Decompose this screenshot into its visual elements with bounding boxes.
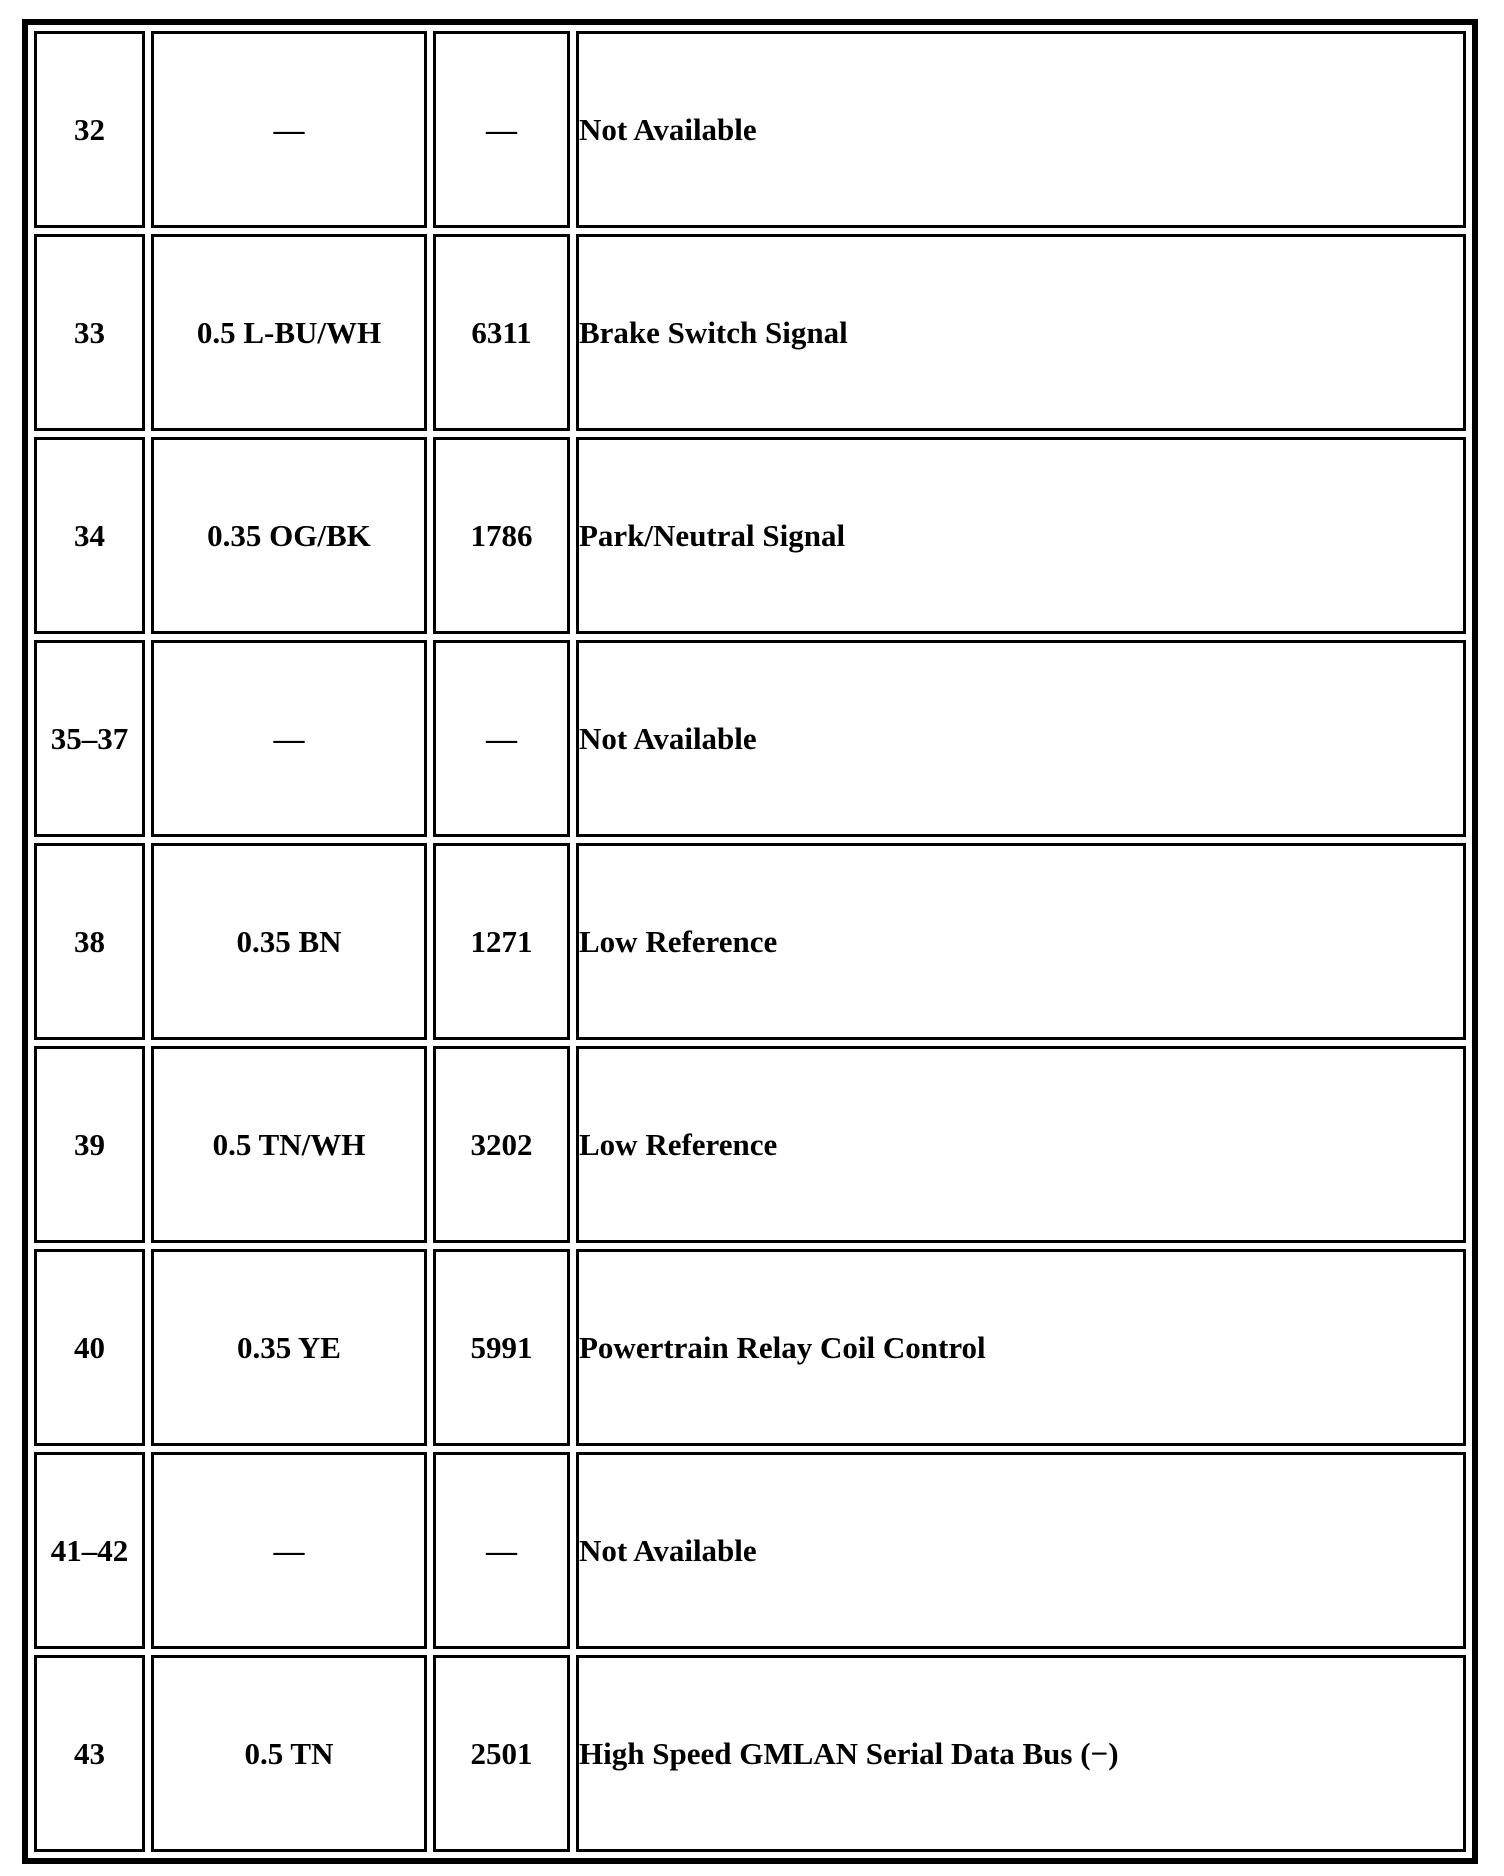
wire-color-cell: 0.5 TN (151, 1655, 427, 1852)
wire-color-cell: 0.35 BN (151, 843, 427, 1040)
pin-number-cell: 32 (34, 31, 145, 228)
function-cell: Low Reference (576, 1046, 1466, 1243)
table-row (34, 437, 1466, 634)
wire-color-cell: — (151, 31, 427, 228)
wire-color-cell: 0.5 L-BU/WH (151, 234, 427, 431)
pin-number-cell: 39 (34, 1046, 145, 1243)
table-row (34, 234, 1466, 431)
function-cell: Not Available (576, 1452, 1466, 1649)
connector-pinout-table (22, 19, 1478, 1864)
wire-color-cell: 0.5 TN/WH (151, 1046, 427, 1243)
circuit-number-cell: — (433, 1452, 570, 1649)
circuit-number-cell: — (433, 31, 570, 228)
pin-number-cell: 34 (34, 437, 145, 634)
pin-number-cell: 35–37 (34, 640, 145, 837)
wire-color-cell: — (151, 640, 427, 837)
wire-color-cell: — (151, 1452, 427, 1649)
table-row (34, 1655, 1466, 1852)
circuit-number-cell: 6311 (433, 234, 570, 431)
function-cell: Low Reference (576, 843, 1466, 1040)
function-cell: High Speed GMLAN Serial Data Bus (−) (576, 1655, 1466, 1852)
table-row (34, 1249, 1466, 1446)
table-row (34, 1046, 1466, 1243)
table-row (34, 640, 1466, 837)
function-cell: Not Available (576, 31, 1466, 228)
pin-number-cell: 33 (34, 234, 145, 431)
circuit-number-cell: 3202 (433, 1046, 570, 1243)
function-cell: Powertrain Relay Coil Control (576, 1249, 1466, 1446)
circuit-number-cell: 1786 (433, 437, 570, 634)
pinout-table (28, 25, 1472, 1858)
circuit-number-cell: 5991 (433, 1249, 570, 1446)
function-cell: Park/Neutral Signal (576, 437, 1466, 634)
circuit-number-cell: 2501 (433, 1655, 570, 1852)
table-row (34, 843, 1466, 1040)
circuit-number-cell: — (433, 640, 570, 837)
wire-color-cell: 0.35 YE (151, 1249, 427, 1446)
pin-number-cell: 40 (34, 1249, 145, 1446)
pin-number-cell: 41–42 (34, 1452, 145, 1649)
wire-color-cell: 0.35 OG/BK (151, 437, 427, 634)
table-row (34, 31, 1466, 228)
pin-number-cell: 43 (34, 1655, 145, 1852)
function-cell: Brake Switch Signal (576, 234, 1466, 431)
circuit-number-cell: 1271 (433, 843, 570, 1040)
pin-number-cell: 38 (34, 843, 145, 1040)
table-row (34, 1452, 1466, 1649)
function-cell: Not Available (576, 640, 1466, 837)
